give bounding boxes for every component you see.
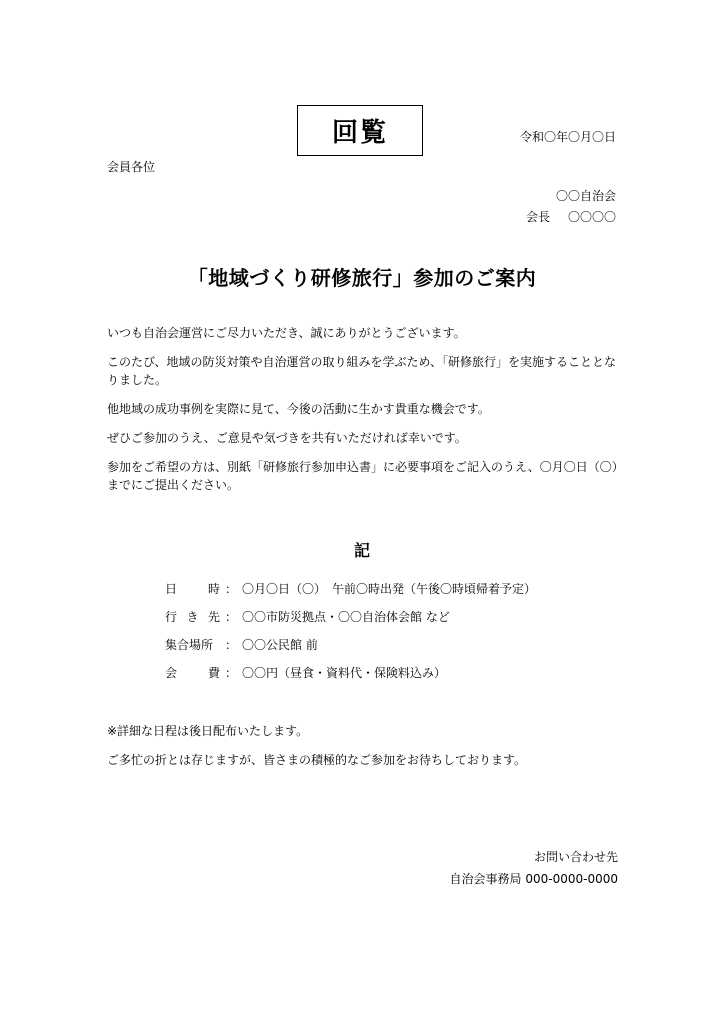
detail-colon: ： [224,609,237,624]
detail-row-destination [165,602,536,630]
detail-value: 〇〇円（昼食・資料代・保険料込み） [242,665,447,680]
circulation-box [297,105,423,156]
notes [107,722,619,780]
detail-colon: ： [224,581,237,596]
note-detail-schedule: ※詳細な日程は後日配布いたします。 [107,724,309,738]
body-paragraph: このたび、地域の防災対策や自治運営の取り組みを学ぶため、「研修旅行」を実施することとなりました。 [107,355,617,387]
detail-colon: ： [224,665,237,680]
detail-label: 会 費 [165,665,220,680]
contact-phone: 000-0000-0000 [525,872,618,886]
document-title: 「地域づくり研修旅行」参加のご案内 [187,266,537,290]
body-paragraph: 他地域の成功事例を実際に見て、今後の活動に生かす貴重な機会です。 [107,402,490,416]
sender-block [526,186,616,228]
sender-name: 〇〇〇〇 [567,210,616,224]
sender-title: 会長 [525,210,550,224]
detail-value: 〇〇公民館 前 [242,637,318,652]
detail-row-meeting-place [165,630,536,658]
detail-value: 〇〇市防災拠点・〇〇自治体会館 など [242,609,450,624]
detail-row-datetime [165,574,536,602]
contact-label: お問い合わせ先 [533,850,618,864]
closing-remark: ご多忙の折とは存じますが、皆さまの積極的なご参加をお待ちしております。 [107,753,527,767]
detail-colon: ： [224,637,237,652]
circulation-label: 回覧 [331,118,388,148]
contact-block [450,846,619,890]
body-paragraph: いつも自治会運営にご尽力いただき、誠にありがとうございます。 [107,326,466,340]
body-text [107,324,619,505]
detail-row-fee [165,658,536,686]
body-paragraph: ぜひご参加のうえ、ご意見や気づきを共有いただければ幸いです。 [107,431,467,445]
detail-label: 日 時 [165,581,220,596]
detail-value: 〇月〇日（〇） 午前〇時出発（午後〇時頃帰着予定） [242,581,537,596]
detail-label: 行 き 先 [165,609,220,624]
details-list [165,574,536,686]
detail-label: 集合場所 [165,637,214,652]
contact-line [450,868,619,890]
document-date: 令和〇年〇月〇日 [519,130,616,144]
sender-organization: 〇〇自治会 [555,189,616,203]
body-paragraph: 参加をご希望の方は、別紙「研修旅行参加申込書」に必要事項をご記入のうえ、〇月〇日（〇）までにご提出ください。 [107,460,618,492]
recipient: 会員各位 [107,160,156,174]
sender-line [526,207,616,228]
ki-heading: 記 [353,541,370,560]
contact-office: 自治会事務局 [449,872,522,886]
